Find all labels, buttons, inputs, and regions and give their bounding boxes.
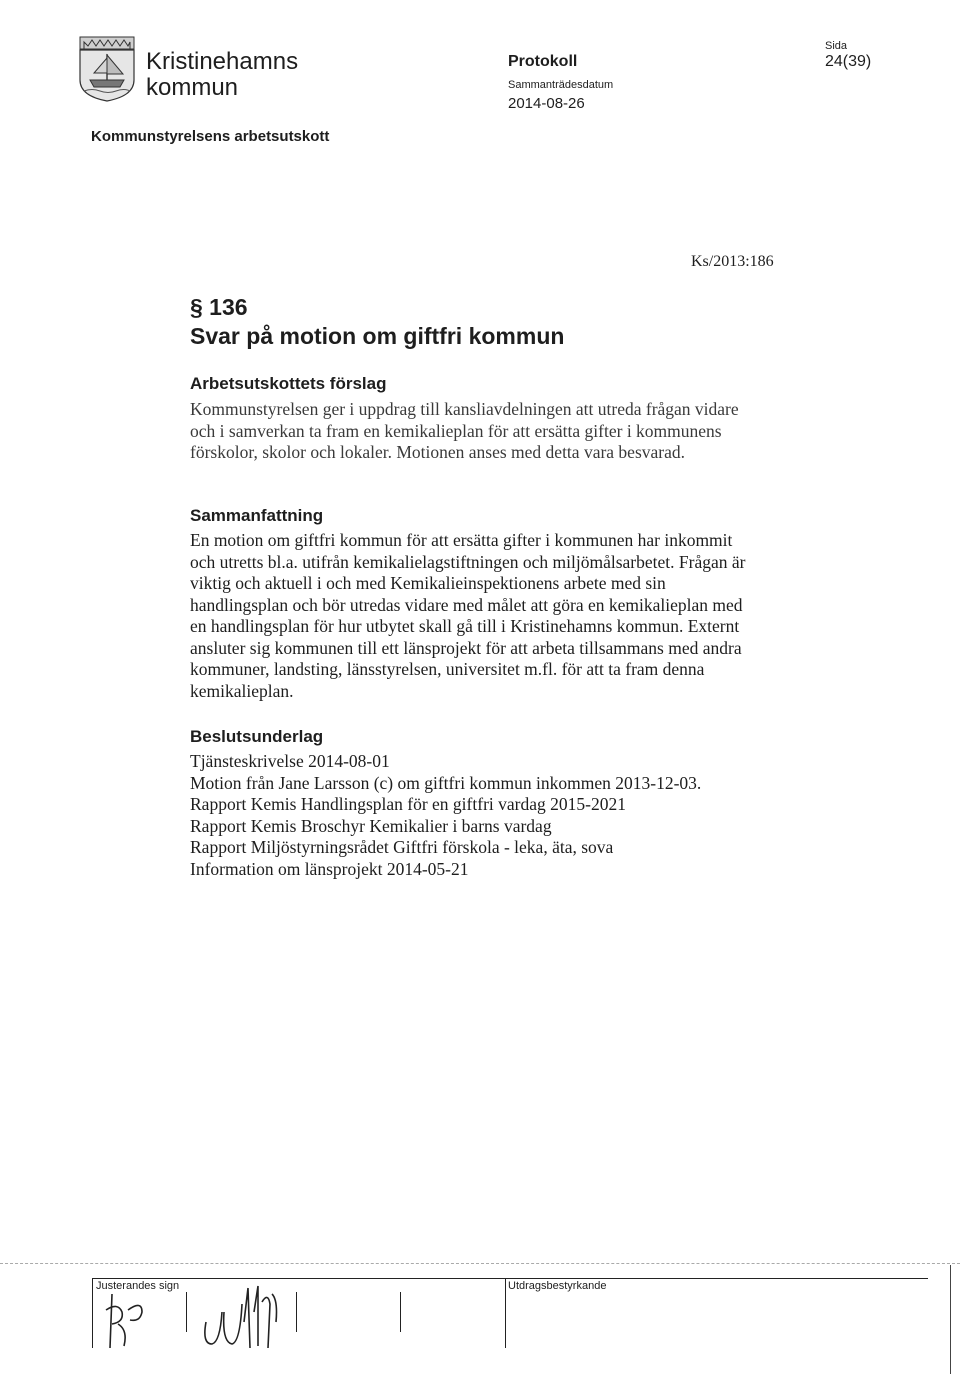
list-item: Tjänsteskrivelse 2014-08-01 — [190, 751, 390, 771]
text-line: viktig och aktuell i och med Kemikalieinspektionens arbete med sin — [190, 573, 666, 593]
list-item: Information om länsprojekt 2014-05-21 — [190, 858, 469, 879]
list-item: Rapport Kemis Handlingsplan för en giftfri vardag 2015-2021 — [190, 794, 626, 814]
signature-box-divider — [186, 1292, 187, 1332]
document-type: Protokoll — [508, 53, 578, 70]
handwritten-initials-1 — [98, 1290, 168, 1350]
case-reference: Ks/2013:186 — [691, 253, 774, 270]
department-name: Kommunstyrelsens arbetsutskott — [91, 128, 330, 145]
signature-box-divider — [296, 1292, 297, 1332]
text-line: kommuner, landsting, länsstyrelsen, universitet m.fl. för att ta fram denna — [190, 659, 705, 679]
meeting-date: 2014-08-26 — [508, 95, 585, 112]
text-line: ansluter sig kommunen till ett länsprojekt för att arbeta tillsammans med andra — [190, 637, 742, 658]
meeting-date-label: Sammanträdesdatum — [508, 79, 614, 91]
list-item: Motion från Jane Larsson (c) om giftfri kommun inkommen 2013-12-03. — [190, 772, 702, 793]
text-line: handlingsplan och bör utredas vidare med målet att göra en kemikalieplan med — [190, 594, 743, 615]
text-line: och utretts bl.a. utifrån kemikalielagstiftningen och miljömålsarbetet. Frågan är — [190, 551, 746, 572]
text-line: förskolor, skolor och lokaler. Motionen anses med detta vara besvarad. — [190, 442, 685, 462]
text-line: En motion om giftfri kommun för att ersätta gifter i kommunen har inkommit — [190, 530, 733, 550]
signature-box-divider — [92, 1278, 93, 1348]
handwritten-initials-2 — [196, 1282, 286, 1352]
signature-label: Justerandes sign — [96, 1280, 180, 1292]
list-item: Rapport Kemis Broschyr Kemikalier i barns vardag — [190, 815, 552, 836]
text-line: kemikalieplan. — [190, 680, 294, 701]
summary-text — [190, 530, 790, 702]
page-edge-line — [950, 1265, 951, 1374]
extract-certification-label: Utdragsbestyrkande — [508, 1280, 607, 1292]
summary-heading: Sammanfattning — [190, 506, 324, 525]
section-title: Svar på motion om giftfri kommun — [190, 323, 565, 349]
proposal-text — [190, 399, 790, 464]
organization-name-line2: kommun — [146, 74, 239, 101]
municipal-crest-icon — [78, 36, 136, 102]
page-number: 24(39) — [825, 53, 872, 70]
text-line: Kommunstyrelsen ger i uppdrag till kansliavdelningen att utreda frågan vidare — [190, 399, 739, 419]
footer-divider-dashed — [0, 1263, 960, 1264]
footer-divider — [92, 1278, 928, 1279]
basis-heading: Beslutsunderlag — [190, 727, 324, 746]
basis-list — [190, 751, 790, 880]
text-line: och i samverkan ta fram en kemikalieplan för att ersätta gifter i kommunens — [190, 420, 722, 441]
page-label: Sida — [825, 40, 848, 52]
section-number: § 136 — [190, 294, 248, 320]
proposal-heading: Arbetsutskottets förslag — [190, 374, 387, 393]
list-item: Rapport Miljöstyrningsrådet Giftfri förskola - leka, äta, sova — [190, 837, 614, 857]
signature-box-divider — [505, 1278, 506, 1348]
text-line: en handlingsplan för hur utbytet skall gå till i Kristinehamns kommun. Externt — [190, 616, 740, 636]
organization-name-line1: Kristinehamns — [146, 48, 299, 75]
signature-box-divider — [400, 1292, 401, 1332]
